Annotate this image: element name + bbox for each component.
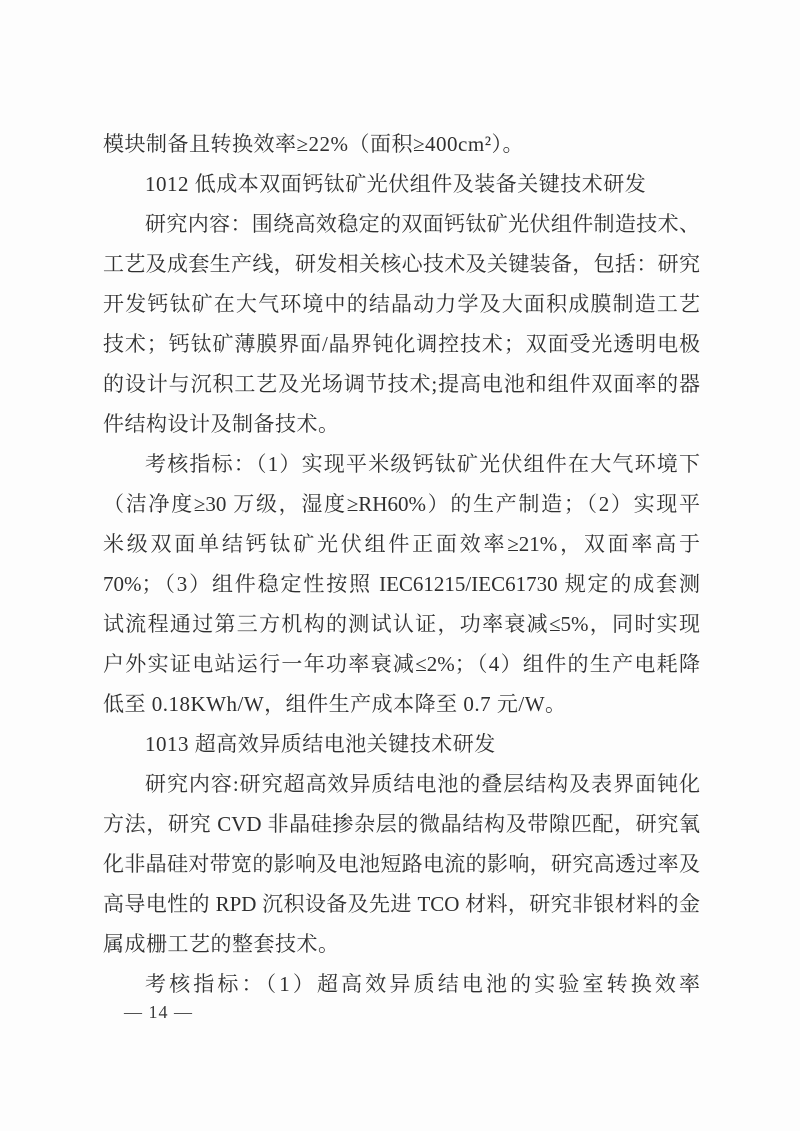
text-line: 70%；（3）组件稳定性按照 IEC61215/IEC61730 规定的成套测	[103, 572, 700, 596]
text-line: 高导电性的 RPD 沉积设备及先进 TCO 材料，研究非银材料的金	[103, 892, 700, 916]
text-line: 低至 0.18KWh/W，组件生产成本降至 0.7 元/W。	[103, 692, 567, 716]
text-line: 米级双面单结钙钛矿光伏组件正面效率≥21%，双面率高于	[103, 532, 700, 556]
section-heading: 1012 低成本双面钙钛矿光伏组件及装备关键技术研发	[145, 172, 647, 196]
text-line: （洁净度≥30 万级，湿度≥RH60%）的生产制造；（2）实现平	[103, 492, 700, 516]
text-line: 研究内容:研究超高效异质结电池的叠层结构及表界面钝化	[145, 772, 700, 796]
document-body	[103, 124, 700, 1004]
text-line: 开发钙钛矿在大气环境中的结晶动力学及大面积成膜制造工艺	[103, 292, 700, 316]
text-line: 化非晶硅对带宽的影响及电池短路电流的影响，研究高透过率及	[103, 852, 700, 876]
text-line: 户外实证电站运行一年功率衰减≤2%；（4）组件的生产电耗降	[103, 652, 700, 676]
text-line: 工艺及成套生产线，研发相关核心技术及关键装备，包括：研究	[103, 252, 700, 276]
text-line: 方法，研究 CVD 非晶硅掺杂层的微晶结构及带隙匹配，研究氧	[103, 812, 700, 836]
text-line: 模块制备且转换效率≥22%（面积≥400cm²）。	[103, 132, 524, 156]
text-line: 试流程通过第三方机构的测试认证，功率衰减≤5%，同时实现	[103, 612, 700, 636]
text-line: 技术；钙钛矿薄膜界面/晶界钝化调控技术；双面受光透明电极	[103, 332, 700, 356]
text-line: 研究内容：围绕高效稳定的双面钙钛矿光伏组件制造技术、	[145, 212, 700, 236]
text-line: 属成栅工艺的整套技术。	[103, 932, 340, 956]
text-line: 考核指标：（1）超高效异质结电池的实验室转换效率	[145, 972, 700, 996]
text-line: 件结构设计及制备技术。	[103, 412, 340, 436]
page-number: — 14 —	[124, 1002, 193, 1022]
section-heading: 1013 超高效异质结电池关键技术研发	[145, 732, 496, 756]
text-line: 考核指标：（1）实现平米级钙钛矿光伏组件在大气环境下	[145, 452, 700, 476]
text-line: 的设计与沉积工艺及光场调节技术;提高电池和组件双面率的器	[103, 372, 700, 396]
